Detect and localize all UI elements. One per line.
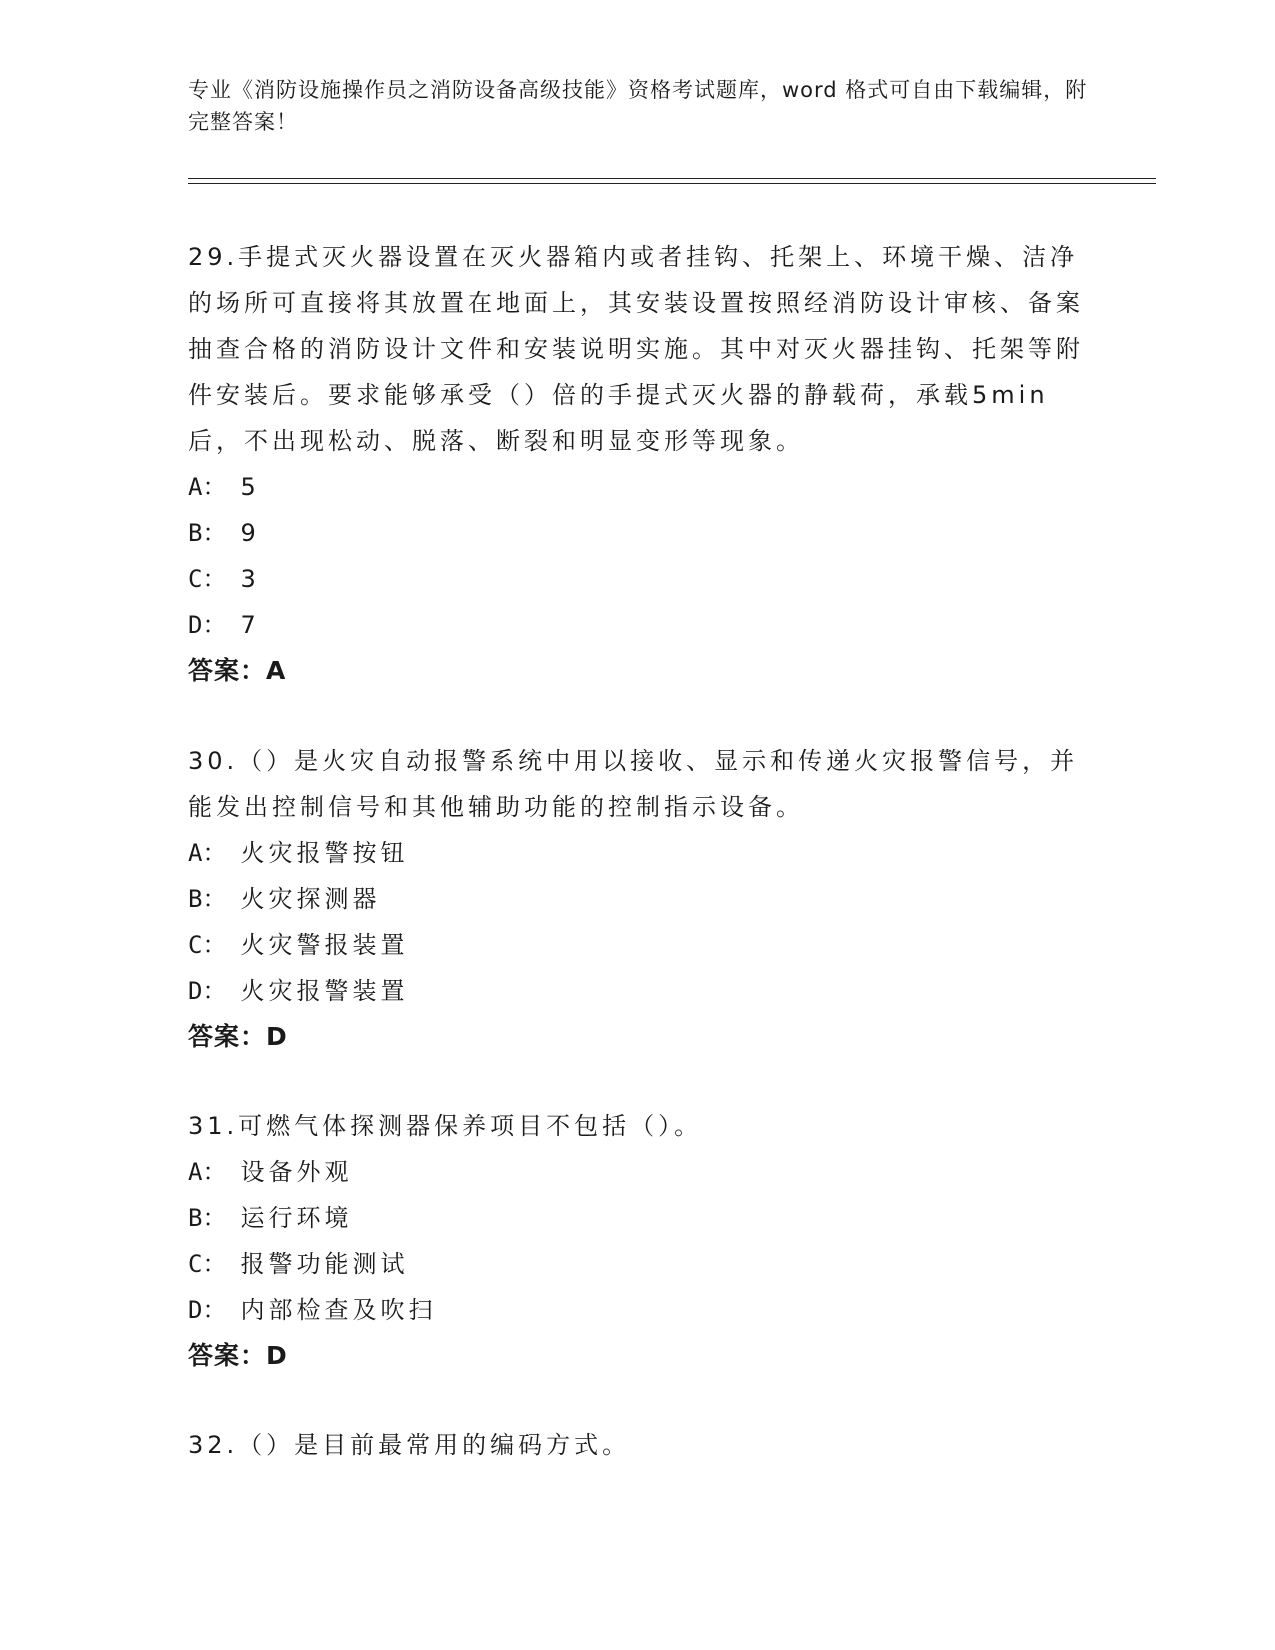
option-d [188, 602, 1088, 648]
answer: 答案：D [188, 1341, 288, 1370]
option-text: 9 [240, 519, 260, 547]
option-d [188, 968, 1088, 1014]
option-a [188, 464, 1088, 510]
option-label: B： [188, 1204, 227, 1232]
header-divider-top [188, 178, 1156, 179]
option-text: 5 [240, 473, 260, 501]
option-label: D： [188, 977, 227, 1005]
question-31 [188, 1103, 1088, 1379]
option-label: B： [188, 885, 227, 913]
option-text: 运行环境 [240, 1204, 353, 1232]
option-label: B： [188, 519, 227, 547]
option-b [188, 1195, 1088, 1241]
option-a [188, 1149, 1088, 1195]
question-32 [188, 1422, 1088, 1468]
option-text: 火灾报警装置 [240, 977, 409, 1005]
option-b [188, 510, 1088, 556]
option-text: 火灾警报装置 [240, 931, 409, 959]
option-c [188, 556, 1088, 602]
question-29 [188, 234, 1088, 694]
option-label: A： [188, 839, 227, 867]
answer: 答案：D [188, 1022, 288, 1051]
option-c [188, 1241, 1088, 1287]
option-b [188, 876, 1088, 922]
option-label: C： [188, 1250, 227, 1278]
question-stem: 31.可燃气体探测器保养项目不包括（）。 [188, 1112, 703, 1140]
option-text: 内部检查及吹扫 [240, 1296, 437, 1324]
option-text: 火灾探测器 [240, 885, 381, 913]
question-30 [188, 738, 1088, 1060]
option-c [188, 922, 1088, 968]
question-stem: 32.（）是目前最常用的编码方式。 [188, 1431, 631, 1459]
header-divider-bottom [188, 183, 1156, 184]
option-label: C： [188, 565, 227, 593]
option-label: D： [188, 1296, 227, 1324]
answer: 答案：A [188, 656, 287, 685]
option-text: 火灾报警按钮 [240, 839, 409, 867]
option-text: 3 [240, 565, 260, 593]
option-text: 7 [240, 611, 260, 639]
document-header: 专业《消防设施操作员之消防设备高级技能》资格考试题库，word 格式可自由下载编辑，附完整答案！ [188, 78, 1088, 134]
option-label: A： [188, 1158, 227, 1186]
option-text: 报警功能测试 [240, 1250, 409, 1278]
option-text: 设备外观 [240, 1158, 353, 1186]
question-stem: 30.（）是火灾自动报警系统中用以接收、显示和传递火灾报警信号，并能发出控制信号和其他辅助功能的控制指示设备。 [188, 747, 1079, 821]
option-label: A： [188, 473, 227, 501]
option-label: C： [188, 931, 227, 959]
option-label: D： [188, 611, 227, 639]
question-stem: 29.手提式灭火器设置在灭火器箱内或者挂钩、托架上、环境干燥、洁净的场所可直接将其放置在地面上，其安装设置按照经消防设计审核、备案抽查合格的消防设计文件和安装说明实施。其中对灭火器挂钩、托架等附件安装后。要求能够承受（）倍的手提式灭火器的静载荷，承载5min后，不出现松动、脱落、断裂和明显变形等现象。 [188, 243, 1084, 455]
option-a [188, 830, 1088, 876]
option-d [188, 1287, 1088, 1333]
